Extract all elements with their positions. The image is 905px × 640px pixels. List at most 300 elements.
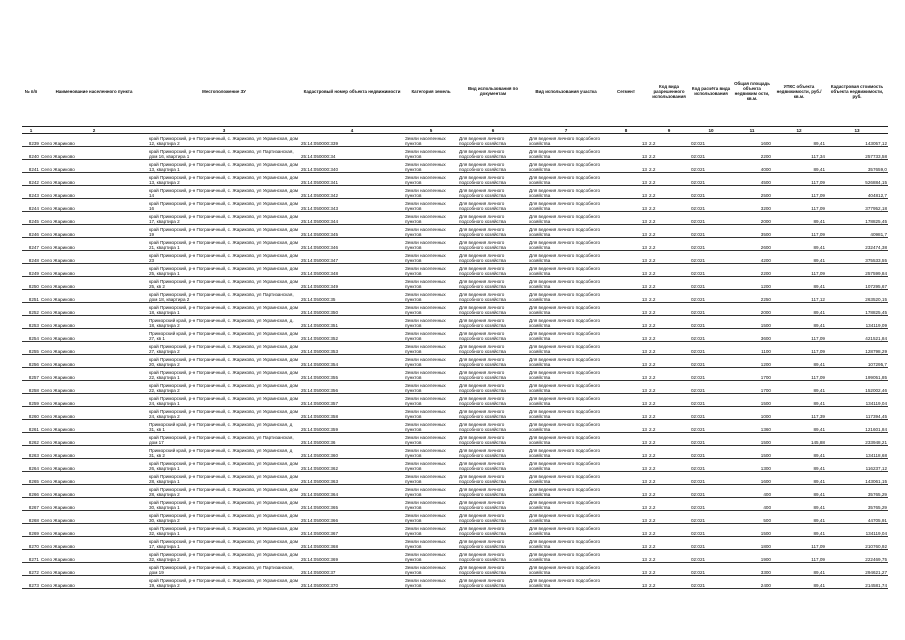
table-row	[22, 329, 888, 342]
permitted-use-code: 2.2	[648, 420, 690, 433]
parcel-use: Для ведения личного подсобного хозяйства	[528, 251, 604, 264]
area-sqm: 1200	[732, 277, 772, 290]
upks-value: 89,41	[772, 576, 826, 589]
parcel-use: Для ведения личного подсобного хозяйства	[528, 225, 604, 238]
location-address: край Приморский, р-н Пограничный, с. Жариково, ул Украинская, дом 28, квартира 2	[148, 485, 300, 498]
calc-use-code: 02:021	[690, 433, 732, 446]
calc-use-code: 02:021	[690, 173, 732, 186]
area-sqm: 1700	[732, 381, 772, 394]
permitted-use-code: 2.2	[648, 212, 690, 225]
settlement-name: Село Жариково	[40, 316, 148, 329]
segment: 13	[604, 212, 648, 225]
cadastral-value: 404812,7	[826, 186, 888, 199]
parcel-use: Для ведения личного подсобного хозяйства	[528, 238, 604, 251]
row-number: 8266	[22, 485, 40, 498]
column-number: 2	[40, 127, 148, 134]
calc-use-code: 02:021	[690, 251, 732, 264]
row-number: 8271	[22, 550, 40, 563]
cadastral-value: 152002,46	[826, 381, 888, 394]
calc-use-code: 02:021	[690, 212, 732, 225]
settlement-name: Село Жариково	[40, 576, 148, 589]
row-number: 8257	[22, 368, 40, 381]
parcel-use: Для ведения личного подсобного хозяйства	[528, 186, 604, 199]
segment: 13	[604, 186, 648, 199]
upks-value: 117,39	[772, 407, 826, 420]
use-by-documents: Для ведения личного подсобного хозяйства	[458, 511, 528, 524]
area-sqm: 2250	[732, 290, 772, 303]
row-number: 8248	[22, 251, 40, 264]
land-category: Земли населенных пунктов	[404, 160, 458, 173]
use-by-documents: Для ведения личного подсобного хозяйства	[458, 498, 528, 511]
land-category: Земли населенных пунктов	[404, 381, 458, 394]
row-number: 8254	[22, 329, 40, 342]
row-number: 8251	[22, 290, 40, 303]
segment: 13	[604, 173, 648, 186]
permitted-use-code: 2.2	[648, 550, 690, 563]
upks-value: 117,09	[772, 537, 826, 550]
permitted-use-code: 2.2	[648, 342, 690, 355]
calc-use-code: 02:021	[690, 355, 732, 368]
parcel-use: Для ведения личного подсобного хозяйства	[528, 368, 604, 381]
cadastral-number: 25:14:050000:341	[300, 173, 404, 186]
area-sqm: 4000	[732, 160, 772, 173]
location-address: край Приморский, р-н Пограничный, с. Жариково, ул Украинская, дом 24, квартира 2	[148, 407, 300, 420]
use-by-documents: Для ведения личного подсобного хозяйства	[458, 537, 528, 550]
cadastral-value: 134119,09	[826, 316, 888, 329]
parcel-use: Для ведения личного подсобного хозяйства	[528, 394, 604, 407]
settlement-name: Село Жариково	[40, 563, 148, 576]
land-category: Земли населенных пунктов	[404, 238, 458, 251]
cadastral-number: 25:14:050000:345	[300, 225, 404, 238]
settlement-name: Село Жариково	[40, 472, 148, 485]
land-category: Земли населенных пунктов	[404, 134, 458, 147]
permitted-use-code: 2.2	[648, 537, 690, 550]
land-category: Земли населенных пунктов	[404, 420, 458, 433]
use-by-documents: Для ведения личного подсобного хозяйства	[458, 342, 528, 355]
settlement-name: Село Жариково	[40, 420, 148, 433]
permitted-use-code: 2.2	[648, 277, 690, 290]
permitted-use-code: 2.2	[648, 433, 690, 446]
table-row	[22, 485, 888, 498]
permitted-use-code: 2.2	[648, 498, 690, 511]
cadastral-value: 233948,21	[826, 433, 888, 446]
settlement-name: Село Жариково	[40, 173, 148, 186]
parcel-use: Для ведения личного подсобного хозяйства	[528, 576, 604, 589]
area-sqm: 1900	[732, 550, 772, 563]
cadastral-value: 377952,18	[826, 199, 888, 212]
cadastral-value: 107295,67	[826, 277, 888, 290]
segment: 13	[604, 329, 648, 342]
parcel-use: Для ведения личного подсобного хозяйства	[528, 316, 604, 329]
calc-use-code: 02:021	[690, 407, 732, 420]
segment: 13	[604, 277, 648, 290]
segment: 13	[604, 368, 648, 381]
column-number: 8	[604, 127, 648, 134]
cadastral-number: 25:14:050000:360	[300, 446, 404, 459]
calc-use-code: 02:021	[690, 329, 732, 342]
use-by-documents: Для ведения личного подсобного хозяйства	[458, 277, 528, 290]
use-by-documents: Для ведения личного подсобного хозяйства	[458, 329, 528, 342]
row-number: 8272	[22, 563, 40, 576]
table-row	[22, 420, 888, 433]
use-by-documents: Для ведения личного подсобного хозяйства	[458, 381, 528, 394]
cadastral-value: 44705,91	[826, 511, 888, 524]
use-by-documents: Для ведения личного подсобного хозяйства	[458, 264, 528, 277]
location-address: край Приморский, р-н Пограничный, с. Жариково, ул Партизанская, дом 18, квартира 2	[148, 290, 300, 303]
upks-value: 89,41	[772, 446, 826, 459]
settlement-name: Село Жариково	[40, 537, 148, 550]
upks-value: 89,41	[772, 498, 826, 511]
row-number: 8240	[22, 147, 40, 160]
upks-value: 89,41	[772, 485, 826, 498]
location-address: край Приморский, р-н Пограничный, с. Жариково, ул Украинская, дом 27, квартира 2	[148, 342, 300, 355]
table-row	[22, 186, 888, 199]
location-address: край Приморский, р-н Пограничный, с. Жариково, ул Украинская, дом 24, квартира 1	[148, 394, 300, 407]
parcel-use: Для ведения личного подсобного хозяйства	[528, 199, 604, 212]
land-category: Земли населенных пунктов	[404, 316, 458, 329]
table-row	[22, 446, 888, 459]
parcel-use: Для ведения личного подсобного хозяйства	[528, 342, 604, 355]
upks-value: 117,12	[772, 290, 826, 303]
row-number: 8258	[22, 381, 40, 394]
settlement-name: Село Жариково	[40, 407, 148, 420]
location-address: край Приморский, р-н Пограничный, с. Жариково, ул Украинская, дом 22, квартира 2	[148, 381, 300, 394]
settlement-name: Село Жариково	[40, 355, 148, 368]
upks-value: 117,09	[772, 186, 826, 199]
row-number: 8246	[22, 225, 40, 238]
header-cell: Вид использования участка	[535, 88, 597, 94]
land-category: Земли населенных пунктов	[404, 537, 458, 550]
land-category: Земли населенных пунктов	[404, 303, 458, 316]
use-by-documents: Для ведения личного подсобного хозяйства	[458, 446, 528, 459]
segment: 13	[604, 225, 648, 238]
segment: 13	[604, 459, 648, 472]
parcel-use: Для ведения личного подсобного хозяйства	[528, 420, 604, 433]
land-category: Земли населенных пунктов	[404, 277, 458, 290]
location-address: Приморский край, р-н Пограничный, с. Жариково, ул Украинская, д 31, кв 2	[148, 446, 300, 459]
segment: 13	[604, 498, 648, 511]
use-by-documents: Для ведения личного подсобного хозяйства	[458, 134, 528, 147]
cadastral-number: 25:14:050000:347	[300, 251, 404, 264]
upks-value: 117,09	[772, 342, 826, 355]
location-address: край Приморский, р-н Пограничный, с. Жариково, ул Украинская, дом 14	[148, 186, 300, 199]
upks-value: 89,41	[772, 316, 826, 329]
header-cell: Местоположение ЗУ	[202, 88, 246, 94]
settlement-name: Село Жариково	[40, 498, 148, 511]
parcel-use: Для ведения личного подсобного хозяйства	[528, 173, 604, 186]
calc-use-code: 02:021	[690, 199, 732, 212]
location-address: край Приморский, р-н Пограничный, с. Жариково, ул Украинская, дом 25, кв 2	[148, 277, 300, 290]
table-row	[22, 303, 888, 316]
column-number: 11	[732, 127, 772, 134]
permitted-use-code: 2.2	[648, 186, 690, 199]
row-number: 8273	[22, 576, 40, 589]
calc-use-code: 02:021	[690, 446, 732, 459]
table-row	[22, 537, 888, 550]
row-number: 8249	[22, 264, 40, 277]
cadastral-value: 35765,29	[826, 498, 888, 511]
use-by-documents: Для ведения личного подсобного хозяйства	[458, 147, 528, 160]
header-cell: Наименование населенного пункта	[55, 88, 133, 94]
land-category: Земли населенных пунктов	[404, 225, 458, 238]
permitted-use-code: 2.2	[648, 368, 690, 381]
parcel-use: Для ведения личного подсобного хозяйства	[528, 485, 604, 498]
use-by-documents: Для ведения личного подсобного хозяйства	[458, 186, 528, 199]
segment: 13	[604, 472, 648, 485]
permitted-use-code: 2.2	[648, 446, 690, 459]
row-number: 8267	[22, 498, 40, 511]
calc-use-code: 02:021	[690, 277, 732, 290]
table-row	[22, 134, 888, 147]
segment: 13	[604, 563, 648, 576]
cadastral-value: 134118,68	[826, 446, 888, 459]
use-by-documents: Для ведения личного подсобного хозяйства	[458, 485, 528, 498]
land-category: Земли населенных пунктов	[404, 147, 458, 160]
permitted-use-code: 2.2	[648, 472, 690, 485]
use-by-documents: Для ведения личного подсобного хозяйства	[458, 472, 528, 485]
area-sqm: 1600	[732, 472, 772, 485]
use-by-documents: Для ведения личного подсобного хозяйства	[458, 225, 528, 238]
cadastral-value: 526884,15	[826, 173, 888, 186]
permitted-use-code: 2.2	[648, 225, 690, 238]
area-sqm: 400	[732, 498, 772, 511]
parcel-use: Для ведения личного подсобного хозяйства	[528, 563, 604, 576]
cadastral-number: 25:14:050000:367	[300, 524, 404, 537]
permitted-use-code: 2.2	[648, 160, 690, 173]
upks-value: 89,41	[772, 160, 826, 173]
segment: 13	[604, 420, 648, 433]
use-by-documents: Для ведения личного подсобного хозяйства	[458, 251, 528, 264]
area-sqm: 1000	[732, 407, 772, 420]
cadastral-value: 263520,15	[826, 290, 888, 303]
row-number: 8239	[22, 134, 40, 147]
cadastral-value: 128798,29	[826, 342, 888, 355]
upks-value: 117,09	[772, 225, 826, 238]
calc-use-code: 02:021	[690, 381, 732, 394]
calc-use-code: 02:021	[690, 134, 732, 147]
parcel-use: Для ведения личного подсобного хозяйства	[528, 381, 604, 394]
cadastral-number: 25:14:050000:343	[300, 199, 404, 212]
calc-use-code: 02:021	[690, 459, 732, 472]
use-by-documents: Для ведения личного подсобного хозяйства	[458, 316, 528, 329]
area-sqm: 1360	[732, 420, 772, 433]
upks-value: 89,41	[772, 563, 826, 576]
land-category: Земли населенных пунктов	[404, 472, 458, 485]
upks-value: 117,09	[772, 264, 826, 277]
use-by-documents: Для ведения личного подсобного хозяйства	[458, 407, 528, 420]
table-row	[22, 576, 888, 589]
table-row	[22, 524, 888, 537]
header-cell: Код вида разрешенного использования	[652, 83, 686, 99]
segment: 13	[604, 407, 648, 420]
area-sqm: 3600	[732, 329, 772, 342]
row-number: 8268	[22, 511, 40, 524]
area-sqm: 4200	[732, 251, 772, 264]
area-sqm: 2000	[732, 303, 772, 316]
header-row	[22, 56, 888, 127]
segment: 13	[604, 264, 648, 277]
location-address: край Приморский, р-н Пограничный, с. Жариково, ул Украинская, дом 32, квартира 1	[148, 524, 300, 537]
permitted-use-code: 2.2	[648, 524, 690, 537]
settlement-name: Село Жариково	[40, 147, 148, 160]
cadastral-value: 117394,45	[826, 407, 888, 420]
table-row	[22, 251, 888, 264]
calc-use-code: 02:021	[690, 485, 732, 498]
land-category: Земли населенных пунктов	[404, 459, 458, 472]
upks-value: 117,09	[772, 199, 826, 212]
table-row	[22, 550, 888, 563]
area-sqm: 1500	[732, 394, 772, 407]
segment: 13	[604, 251, 648, 264]
parcel-use: Для ведения личного подсобного хозяйства	[528, 407, 604, 420]
cadastral-value: 40981,7	[826, 225, 888, 238]
row-number: 8270	[22, 537, 40, 550]
row-number: 8265	[22, 472, 40, 485]
cadastral-value: 421521,84	[826, 329, 888, 342]
location-address: край Приморский, р-н Пограничный, с. Жариково, ул Украинская, дом 17, квартира 1	[148, 537, 300, 550]
table-row	[22, 355, 888, 368]
permitted-use-code: 2.2	[648, 134, 690, 147]
area-sqm: 1100	[732, 342, 772, 355]
row-number: 8247	[22, 238, 40, 251]
cadastral-value: 35765,29	[826, 485, 888, 498]
parcel-use: Для ведения личного подсобного хозяйства	[528, 550, 604, 563]
table-row	[22, 511, 888, 524]
upks-value: 89,41	[772, 394, 826, 407]
land-category: Земли населенных пунктов	[404, 355, 458, 368]
table-row	[22, 407, 888, 420]
row-number: 8243	[22, 186, 40, 199]
upks-value: 117,09	[772, 173, 826, 186]
calc-use-code: 02:021	[690, 160, 732, 173]
cadastral-value: 134119,04	[826, 394, 888, 407]
segment: 13	[604, 511, 648, 524]
cadastral-number: 25:14:050000:368	[300, 537, 404, 550]
land-category: Земли населенных пунктов	[404, 264, 458, 277]
segment: 13	[604, 355, 648, 368]
cadastral-number: 25:14:050000:363	[300, 472, 404, 485]
settlement-name: Село Жариково	[40, 199, 148, 212]
settlement-name: Село Жариково	[40, 290, 148, 303]
settlement-name: Село Жариково	[40, 238, 148, 251]
segment: 13	[604, 134, 648, 147]
permitted-use-code: 2.2	[648, 264, 690, 277]
parcel-use: Для ведения личного подсобного хозяйства	[528, 160, 604, 173]
table-row	[22, 342, 888, 355]
column-number-row	[22, 127, 888, 134]
use-by-documents: Для ведения личного подсобного хозяйства	[458, 576, 528, 589]
table-row	[22, 147, 888, 160]
row-number: 8244	[22, 199, 40, 212]
location-address: край Приморский, р-н Пограничный, с. Жариково, ул Украинская, дом 18, квартира 1	[148, 303, 300, 316]
cadastral-number: 25:14:050000:357	[300, 394, 404, 407]
permitted-use-code: 2.2	[648, 459, 690, 472]
calc-use-code: 02:021	[690, 316, 732, 329]
location-address: край Приморский, р-н Пограничный, с. Жариково, ул Украинская, дом 23	[148, 251, 300, 264]
cadastral-value-table	[22, 56, 888, 589]
upks-value: 89,41	[772, 472, 826, 485]
column-number: 5	[404, 127, 458, 134]
land-category: Земли населенных пунктов	[404, 368, 458, 381]
cadastral-number: 25:14:050000:35	[300, 290, 404, 303]
cadastral-number: 25:14:050000:344	[300, 212, 404, 225]
land-category: Земли населенных пунктов	[404, 394, 458, 407]
location-address: край Приморский, р-н Пограничный, с. Жариково, ул Украинская, дом 20, квартира 2	[148, 355, 300, 368]
upks-value: 117,34	[772, 147, 826, 160]
upks-value: 89,41	[772, 303, 826, 316]
table-row	[22, 212, 888, 225]
land-category: Земли населенных пунктов	[404, 550, 458, 563]
settlement-name: Село Жариково	[40, 303, 148, 316]
upks-value: 89,41	[772, 277, 826, 290]
location-address: край Приморский, р-н Пограничный, с. Жариково, ул Украинская, дом 19	[148, 225, 300, 238]
cadastral-value: 121601,84	[826, 420, 888, 433]
table-row	[22, 498, 888, 511]
location-address: Приморский край, р-н Пограничный, с. Жариково, ул Украинская, дом 27, кв 1	[148, 329, 300, 342]
use-by-documents: Для ведения личного подсобного хозяйства	[458, 524, 528, 537]
segment: 13	[604, 550, 648, 563]
permitted-use-code: 2.2	[648, 485, 690, 498]
location-address: край Приморский, р-н Пограничный, с. Жариково, ул Партизанская, дом 16, квартира 1	[148, 147, 300, 160]
use-by-documents: Для ведения личного подсобного хозяйства	[458, 459, 528, 472]
table-row	[22, 394, 888, 407]
segment: 13	[604, 394, 648, 407]
use-by-documents: Для ведения личного подсобного хозяйства	[458, 173, 528, 186]
land-category: Земли населенных пунктов	[404, 524, 458, 537]
use-by-documents: Для ведения личного подсобного хозяйства	[458, 420, 528, 433]
header-cell: Вид использования по документам	[467, 86, 519, 96]
calc-use-code: 02:021	[690, 225, 732, 238]
table-row	[22, 238, 888, 251]
parcel-use: Для ведения личного подсобного хозяйства	[528, 472, 604, 485]
settlement-name: Село Жариково	[40, 212, 148, 225]
location-address: край Приморский, р-н Пограничный, с. Жариково, ул Украинская, дом 16	[148, 199, 300, 212]
upks-value: 89,41	[772, 511, 826, 524]
location-address: край Приморский, р-н Пограничный, с. Жариково, ул Украинская, дом 30, квартира 1	[148, 498, 300, 511]
permitted-use-code: 2.2	[648, 303, 690, 316]
use-by-documents: Для ведения личного подсобного хозяйства	[458, 238, 528, 251]
cadastral-number: 25:14:050000:359	[300, 420, 404, 433]
land-category: Земли населенных пунктов	[404, 342, 458, 355]
parcel-use: Для ведения личного подсобного хозяйства	[528, 355, 604, 368]
table-row	[22, 368, 888, 381]
area-sqm: 3200	[732, 199, 772, 212]
table-row	[22, 160, 888, 173]
location-address: край Приморский, р-н Пограничный, с. Жариково, ул Украинская, дом 19, квартира 2	[148, 576, 300, 589]
calc-use-code: 02:021	[690, 147, 732, 160]
cadastral-number: 25:14:050000:356	[300, 381, 404, 394]
cadastral-value: 210760,92	[826, 537, 888, 550]
calc-use-code: 02:021	[690, 290, 732, 303]
permitted-use-code: 2.2	[648, 511, 690, 524]
parcel-use: Для ведения личного подсобного хозяйства	[528, 498, 604, 511]
cadastral-number: 25:14:050000:350	[300, 303, 404, 316]
upks-value: 89,41	[772, 381, 826, 394]
segment: 13	[604, 342, 648, 355]
land-category: Земли населенных пунктов	[404, 329, 458, 342]
table-row	[22, 173, 888, 186]
cadastral-value: 214581,74	[826, 576, 888, 589]
area-sqm: 1500	[732, 446, 772, 459]
location-address: край Приморский, р-н Пограничный, с. Жариково, ул Партизанская, дом 19	[148, 563, 300, 576]
area-sqm: 3300	[732, 563, 772, 576]
settlement-name: Село Жариково	[40, 160, 148, 173]
segment: 13	[604, 537, 648, 550]
row-number: 8256	[22, 355, 40, 368]
row-number: 8252	[22, 303, 40, 316]
area-sqm: 1500	[732, 433, 772, 446]
permitted-use-code: 2.2	[648, 290, 690, 303]
